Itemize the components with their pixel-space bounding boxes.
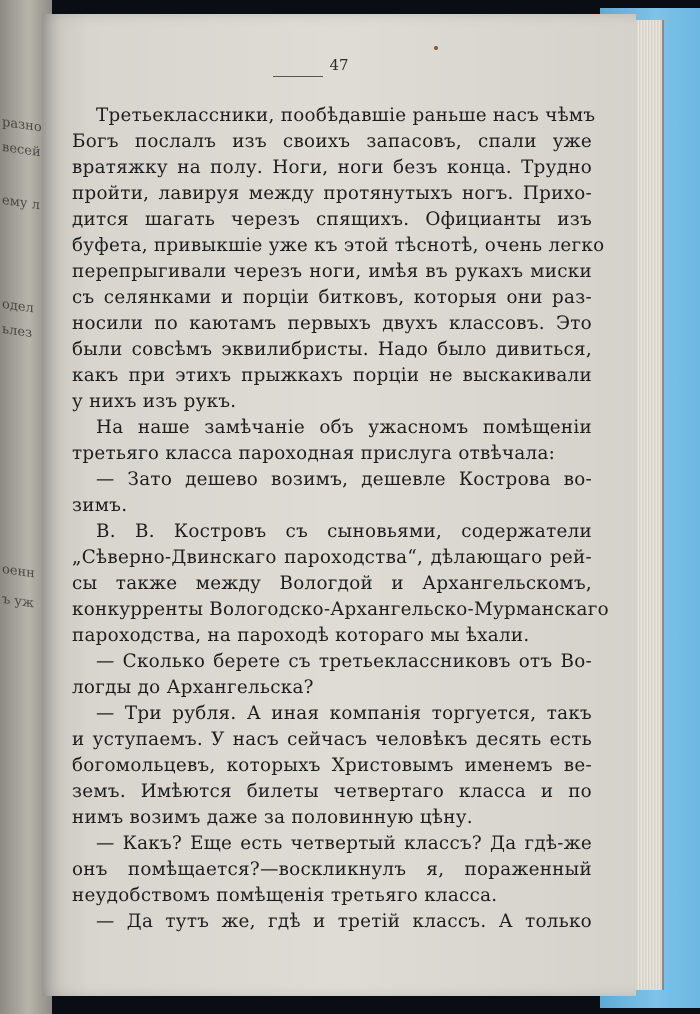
page-text	[72, 103, 609, 935]
text-line: нимъ возимъ даже за половинную цѣну.	[72, 807, 473, 828]
left-page-text-fragment	[2, 787, 46, 809]
text-line: На наше замѣчанiе объ ужасномъ помѣщенiи	[96, 417, 592, 438]
left-page-text-fragment	[2, 907, 46, 929]
left-page-text-fragment	[2, 375, 46, 397]
text-line: Третьеклассники, пообѣдавшiе раньше насъ чѣмъ	[96, 105, 596, 126]
book-page	[42, 14, 636, 996]
left-page-text-fragment	[2, 347, 46, 369]
text-line: В. В. Костровъ съ сыновьями, содержатели	[96, 521, 592, 542]
left-page-text-fragment	[2, 727, 46, 749]
left-page-text-fragment	[2, 219, 46, 241]
text-line: носили по каютамъ первыхъ двухъ классовъ. Это	[72, 313, 592, 334]
left-page-text-fragment	[2, 617, 46, 639]
text-line: — Зато дешево возимъ, дешевле Кострова во-	[96, 469, 592, 490]
text-line: зимъ.	[72, 495, 128, 516]
left-page-text-fragment: ему л	[2, 192, 40, 214]
text-line: пароходства, на пароходѣ котораго мы ѣхали.	[72, 625, 530, 646]
left-page-text-fragment	[2, 877, 46, 899]
left-page-text-fragment	[2, 847, 46, 869]
text-line: логды до Архангельска?	[72, 677, 314, 698]
text-line: земъ. Имѣются билеты четвертаго класса и по	[72, 781, 592, 802]
text-line: третьяго класса пароходная прислуга отвѣчала:	[72, 443, 556, 464]
page-number-rule	[273, 76, 323, 77]
text-line: — Сколько берете съ третьеклассниковъ отъ Во-	[96, 651, 592, 672]
text-line: съ селянками и порцiи битковъ, которыя они раз-	[72, 287, 592, 308]
text-line: конкурренты Вологодско-Архангельско-Мурманскаго	[72, 599, 609, 620]
left-page-text-fragment	[2, 512, 46, 534]
left-page-text-fragment	[2, 672, 46, 694]
text-line: — Какъ? Еще есть четвертый классъ? Да гдѣ-же	[96, 833, 592, 854]
left-page-text-fragment: оенн	[2, 561, 35, 582]
left-page-text-fragment	[2, 937, 46, 959]
left-page-text-fragment: ьлез	[2, 321, 33, 342]
page-number: 47	[329, 56, 349, 74]
left-page-text-fragment: ъ уж	[2, 591, 35, 612]
left-page-text-fragment	[2, 757, 46, 779]
text-line: неудобствомъ помѣщенiя третьяго класса.	[72, 885, 498, 906]
left-page-text-fragment	[2, 487, 46, 509]
text-line: вратяжку на полу. Ноги, ноги безъ конца. Трудно	[72, 157, 592, 178]
text-line: сы также между Вологдой и Архангельскомъ,	[72, 573, 592, 594]
text-line: какъ при этихъ прыжкахъ порцiи не выскакивали	[72, 365, 592, 386]
text-line: и уступаемъ. У насъ сейчасъ человѣкъ десять есть	[72, 729, 592, 750]
text-line: буфета, привыкшiе уже къ этой тѣснотѣ, очень легко	[72, 235, 605, 256]
left-page-text-fragment: разно	[2, 114, 42, 136]
left-page-text-fragment	[2, 165, 46, 187]
text-line: были совсѣмъ эквилибристы. Надо было дивиться,	[72, 339, 592, 360]
text-line: пройти, лавируя между протянутыхъ ногъ. Прихо-	[72, 183, 592, 204]
text-line: Богъ послалъ изъ своихъ запасовъ, спали уже	[72, 131, 592, 152]
left-page-text-fragment	[2, 697, 46, 719]
text-line: — Да тутъ же, гдѣ и третiй классъ. А только	[96, 911, 592, 932]
left-page-text-fragment: одел	[2, 296, 34, 317]
text-line: „Сѣверно-Двинскаго пароходства“, дѣлающаго рей-	[72, 547, 592, 568]
text-line: у нихъ изъ рукъ.	[72, 391, 237, 412]
paper-speck	[434, 46, 438, 50]
text-line: дится шагать черезъ спящихъ. Официанты изъ	[72, 209, 592, 230]
text-line: онъ помѣщается?—воскликнулъ я, пораженный	[72, 859, 592, 880]
left-page-text-fragment: весей	[2, 139, 41, 161]
left-page-text-fragment	[2, 403, 46, 425]
text-line: — Три рубля. А иная компанiя торгуется, такъ	[96, 703, 592, 724]
left-page-text-fragment	[2, 647, 46, 669]
text-line: богомольцевъ, которыхъ Христовымъ именемъ ве-	[72, 755, 592, 776]
left-page-text-fragment	[2, 537, 46, 559]
text-line: перепрыгивали черезъ ноги, имѣя въ рукахъ миски	[72, 261, 592, 282]
left-page-text-fragment	[2, 817, 46, 839]
